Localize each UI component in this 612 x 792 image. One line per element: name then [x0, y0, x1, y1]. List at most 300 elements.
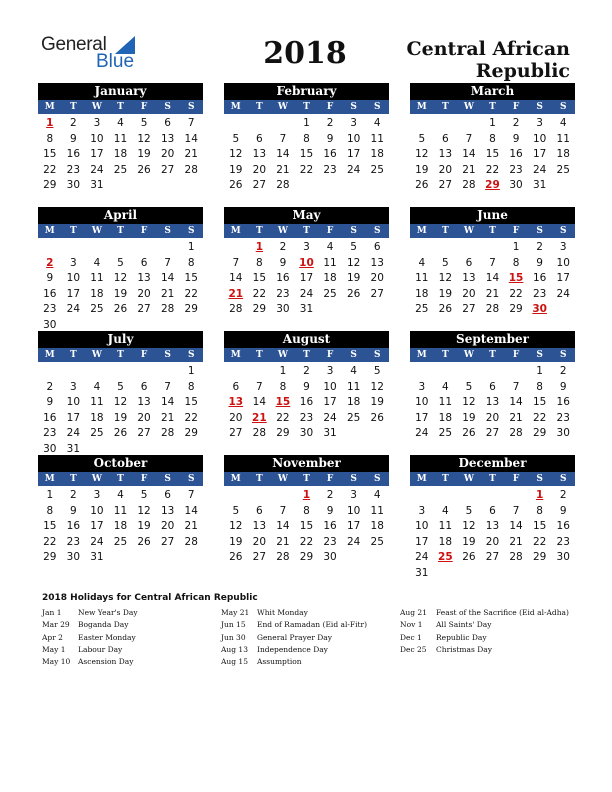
- day-cell: 19: [438, 287, 453, 300]
- empty-cell: [457, 488, 481, 504]
- day-cell: 16: [323, 520, 337, 532]
- day-cell: 2: [70, 117, 77, 129]
- empty-cell: [410, 488, 434, 504]
- month-december: [410, 455, 575, 581]
- empty-cell: [410, 240, 434, 256]
- day-cell: 12: [346, 256, 361, 269]
- day-cell: 10: [323, 380, 337, 393]
- day-cell: 7: [512, 380, 520, 393]
- day-cell: 23: [323, 535, 337, 548]
- day-cell: 5: [232, 132, 240, 145]
- day-grid: [410, 116, 575, 194]
- day-cell: 21: [184, 148, 198, 160]
- empty-cell: [248, 364, 272, 380]
- day-cell: 14: [509, 396, 523, 408]
- day-cell: 13: [462, 272, 476, 284]
- weekday-label: S: [536, 350, 543, 360]
- day-cell: 11: [415, 272, 429, 284]
- day-cell: 22: [184, 287, 198, 300]
- weekday-label: S: [350, 350, 357, 360]
- weekday-label: F: [512, 350, 520, 360]
- day-cell: 13: [252, 520, 267, 532]
- weekday-header: [38, 100, 203, 114]
- day-cell: 21: [485, 287, 500, 300]
- day-cell: 23: [66, 535, 81, 548]
- day-cell: 29: [184, 427, 198, 439]
- day-cell: 22: [299, 163, 314, 176]
- day-cell: 18: [370, 520, 384, 532]
- day-grid: [38, 240, 203, 333]
- day-cell: 7: [489, 256, 496, 269]
- day-cell: 8: [303, 132, 310, 145]
- day-cell: 15: [532, 520, 547, 532]
- day-cell: 10: [346, 504, 361, 517]
- day-cell: 19: [346, 272, 361, 284]
- weekday-label: W: [91, 474, 102, 484]
- day-cell: 2: [326, 117, 334, 129]
- weekday-label: S: [164, 350, 171, 360]
- day-cell: 30: [43, 442, 57, 455]
- day-cell: 28: [276, 179, 290, 191]
- day-cell: 22: [43, 535, 57, 548]
- weekday-label: W: [277, 350, 288, 360]
- empty-cell: [248, 116, 272, 132]
- empty-cell: [156, 364, 180, 380]
- day-cell: 10: [532, 132, 547, 145]
- day-cell: 4: [117, 117, 124, 129]
- day-cell: 12: [137, 132, 151, 145]
- day-cell: 10: [66, 272, 81, 284]
- day-cell: 5: [465, 504, 473, 517]
- day-cell: 16: [66, 148, 81, 160]
- day-cell: 8: [303, 504, 310, 517]
- day-cell: 22: [485, 163, 500, 176]
- day-cell: 4: [373, 117, 381, 129]
- weekday-label: M: [230, 102, 241, 112]
- weekday-label: M: [416, 102, 427, 112]
- day-cell: 5: [140, 489, 148, 501]
- weekday-label: S: [374, 350, 381, 360]
- day-cell: 3: [418, 380, 426, 393]
- day-grid: [410, 364, 575, 442]
- day-cell: 29: [532, 551, 547, 563]
- day-cell: 9: [559, 504, 567, 517]
- day-cell: 23: [276, 287, 290, 300]
- holiday-name: Boganda Day: [78, 620, 129, 630]
- weekday-label: T: [442, 474, 449, 484]
- day-cell: 21: [276, 535, 290, 548]
- weekday-label: S: [164, 102, 171, 112]
- day-cell: 24: [299, 287, 314, 300]
- holiday-name: Assumption: [257, 657, 302, 667]
- weekday-label: S: [350, 474, 357, 484]
- holiday-date: Dec 25: [400, 644, 427, 654]
- weekday-label: M: [230, 350, 241, 360]
- day-cell: 13: [137, 272, 151, 284]
- day-cell: 28: [276, 551, 290, 563]
- empty-cell: [248, 488, 272, 504]
- day-cell: 15: [252, 272, 267, 284]
- day-cell: 1: [187, 365, 195, 377]
- day-cell: 26: [229, 179, 243, 191]
- day-cell: 3: [536, 117, 543, 129]
- day-cell: 15: [299, 148, 314, 160]
- weekday-label: S: [374, 474, 381, 484]
- day-cell: 29: [252, 303, 267, 315]
- day-grid: [224, 116, 389, 194]
- empty-cell: [434, 116, 458, 132]
- day-cell: 12: [415, 148, 429, 160]
- day-cell: 28: [485, 303, 500, 315]
- day-cell: 30: [556, 427, 570, 439]
- empty-cell: [109, 240, 133, 256]
- month-october: [38, 455, 203, 566]
- day-cell: 24: [90, 163, 104, 176]
- weekday-label: T: [489, 226, 496, 236]
- weekday-header: [410, 472, 575, 486]
- holiday-row: [42, 632, 138, 644]
- day-cell: 28: [509, 427, 523, 439]
- weekday-label: S: [560, 226, 567, 236]
- holiday-row: [400, 632, 569, 644]
- day-cell: 17: [415, 535, 429, 548]
- day-cell: 30: [276, 303, 290, 315]
- empty-cell: [62, 364, 86, 380]
- day-cell: 29: [509, 303, 523, 315]
- day-grid: [224, 364, 389, 442]
- day-cell: 9: [46, 272, 54, 284]
- day-cell: 10: [90, 132, 104, 145]
- day-cell: 12: [113, 272, 128, 284]
- weekday-label: F: [512, 226, 520, 236]
- day-cell: 28: [184, 535, 198, 548]
- day-cell: 19: [229, 535, 243, 548]
- day-cell: 23: [556, 535, 570, 548]
- day-cell: 14: [462, 148, 476, 160]
- holiday-name: Ascension Day: [78, 657, 134, 667]
- weekday-label: S: [536, 474, 543, 484]
- day-cell: 29: [43, 179, 57, 191]
- month-name: September: [410, 331, 575, 348]
- day-cell: 1: [187, 241, 195, 253]
- day-cell: 20: [137, 287, 151, 300]
- day-cell: 26: [229, 551, 243, 563]
- weekday-label: F: [140, 102, 148, 112]
- empty-cell: [85, 364, 109, 380]
- weekday-label: M: [44, 226, 55, 236]
- day-cell: 9: [559, 380, 567, 393]
- day-cell: 28: [252, 427, 267, 439]
- weekday-label: F: [326, 226, 334, 236]
- day-cell: 9: [46, 396, 54, 408]
- day-grid: [410, 488, 575, 581]
- day-cell: 19: [113, 411, 128, 424]
- holiday-name: Feast of the Sacrifice (Eid al-Adha): [436, 608, 569, 617]
- day-cell: 20: [160, 148, 175, 160]
- day-cell: 24: [346, 535, 361, 548]
- day-cell: 22: [184, 411, 198, 424]
- day-cell: 10: [415, 396, 429, 408]
- day-cell: 14: [229, 272, 243, 284]
- day-cell: 5: [442, 256, 449, 269]
- day-cell: 14: [276, 148, 290, 160]
- empty-cell: [434, 488, 458, 504]
- empty-cell: [457, 240, 481, 256]
- day-cell: 1: [303, 117, 310, 129]
- day-cell: 8: [256, 256, 263, 269]
- weekday-label: T: [442, 102, 449, 112]
- weekday-label: T: [117, 350, 124, 360]
- day-cell: 2: [559, 365, 567, 377]
- day-cell: 17: [532, 148, 547, 160]
- month-september: [410, 331, 575, 442]
- weekday-label: T: [303, 226, 310, 236]
- day-cell: 22: [532, 411, 547, 424]
- empty-cell: [504, 488, 528, 504]
- empty-cell: [62, 240, 86, 256]
- day-cell: 12: [137, 504, 151, 517]
- holiday-date: Aug 13: [221, 644, 248, 654]
- weekday-label: T: [442, 226, 449, 236]
- weekday-label: S: [188, 102, 195, 112]
- weekday-label: T: [489, 474, 496, 484]
- day-cell: 2: [536, 241, 543, 253]
- weekday-label: T: [117, 226, 124, 236]
- day-cell: 18: [556, 148, 570, 160]
- day-cell: 22: [252, 287, 267, 300]
- day-cell: 17: [299, 272, 314, 284]
- day-cell: 6: [256, 504, 263, 517]
- holiday-name: Easter Monday: [78, 632, 136, 642]
- day-cell: 4: [93, 256, 101, 269]
- day-cell: 14: [252, 396, 267, 408]
- day-cell: 16: [299, 396, 314, 408]
- empty-cell: [85, 240, 109, 256]
- weekday-label: F: [140, 474, 148, 484]
- day-cell: 31: [532, 179, 547, 191]
- day-cell: 3: [350, 117, 357, 129]
- day-cell: 7: [164, 380, 171, 393]
- holiday-day-cell: 13: [228, 396, 244, 408]
- month-name: December: [410, 455, 575, 472]
- day-cell: 4: [93, 380, 101, 393]
- weekday-label: T: [256, 102, 263, 112]
- day-cell: 27: [462, 303, 476, 315]
- weekday-label: W: [463, 226, 474, 236]
- day-cell: 1: [536, 365, 543, 377]
- day-cell: 27: [229, 427, 243, 439]
- holiday-date: Jun 15: [221, 620, 246, 630]
- day-cell: 18: [438, 535, 453, 548]
- country-title: Central African Republic: [406, 38, 570, 82]
- empty-cell: [38, 364, 62, 380]
- day-cell: 6: [373, 241, 381, 253]
- month-november: [224, 455, 389, 566]
- holiday-row: [400, 644, 569, 656]
- holiday-name: New Year's Day: [78, 608, 138, 617]
- day-cell: 25: [90, 427, 104, 439]
- day-cell: 30: [509, 179, 523, 191]
- day-cell: 29: [184, 303, 198, 315]
- day-cell: 7: [256, 380, 263, 393]
- weekday-label: F: [326, 474, 334, 484]
- weekday-label: F: [140, 350, 148, 360]
- day-cell: 24: [90, 535, 104, 548]
- weekday-label: M: [44, 350, 55, 360]
- day-cell: 27: [370, 287, 384, 300]
- weekday-label: S: [188, 474, 195, 484]
- day-cell: 20: [462, 287, 476, 300]
- day-cell: 23: [43, 427, 57, 439]
- day-cell: 5: [465, 380, 473, 393]
- weekday-header: [224, 100, 389, 114]
- weekday-label: S: [188, 350, 195, 360]
- generalblue-logo: [41, 34, 141, 74]
- weekday-header: [38, 472, 203, 486]
- day-cell: 16: [509, 148, 523, 160]
- empty-cell: [224, 116, 248, 132]
- day-cell: 15: [532, 396, 547, 408]
- day-cell: 19: [113, 287, 128, 300]
- day-cell: 18: [323, 272, 337, 284]
- day-cell: 25: [113, 163, 128, 176]
- day-cell: 27: [485, 427, 500, 439]
- day-cell: 11: [556, 132, 570, 145]
- day-cell: 9: [512, 132, 520, 145]
- empty-cell: [434, 240, 458, 256]
- holiday-name: Republic Day: [436, 632, 487, 642]
- weekday-label: F: [140, 226, 148, 236]
- weekday-label: S: [164, 474, 171, 484]
- day-cell: 1: [46, 489, 54, 501]
- weekday-label: S: [350, 102, 357, 112]
- month-name: August: [224, 331, 389, 348]
- weekday-label: T: [442, 350, 449, 360]
- weekday-label: T: [70, 350, 77, 360]
- day-cell: 25: [113, 535, 128, 548]
- empty-cell: [434, 364, 458, 380]
- day-cell: 11: [346, 380, 361, 393]
- empty-cell: [504, 364, 528, 380]
- day-cell: 3: [303, 241, 310, 253]
- weekday-label: W: [277, 474, 288, 484]
- empty-cell: [481, 364, 505, 380]
- holiday-name: Labour Day: [78, 644, 123, 654]
- day-cell: 20: [485, 411, 500, 424]
- weekday-header: [410, 348, 575, 362]
- day-cell: 7: [232, 256, 240, 269]
- day-cell: 8: [536, 380, 543, 393]
- month-august: [224, 331, 389, 442]
- day-cell: 4: [373, 489, 381, 501]
- day-cell: 26: [438, 303, 453, 315]
- holiday-column: [400, 607, 569, 656]
- day-cell: 2: [512, 117, 520, 129]
- day-cell: 25: [556, 163, 570, 176]
- day-grid: [38, 364, 203, 457]
- day-cell: 8: [187, 380, 195, 393]
- day-cell: 1: [512, 241, 520, 253]
- day-cell: 9: [326, 504, 334, 517]
- day-cell: 4: [117, 489, 124, 501]
- weekday-label: S: [536, 102, 543, 112]
- day-cell: 12: [462, 396, 476, 408]
- holiday-name: General Prayer Day: [257, 632, 333, 642]
- day-grid: [224, 488, 389, 566]
- day-cell: 12: [229, 520, 243, 532]
- day-cell: 24: [415, 551, 429, 563]
- day-cell: 21: [160, 411, 175, 424]
- weekday-header: [224, 472, 389, 486]
- day-cell: 2: [46, 380, 54, 393]
- day-cell: 2: [70, 489, 77, 501]
- holidays-title: 2018 Holidays for Central African Republic: [42, 593, 258, 603]
- empty-cell: [481, 488, 505, 504]
- weekday-label: S: [560, 474, 567, 484]
- day-cell: 7: [164, 256, 171, 269]
- month-name: May: [224, 207, 389, 224]
- day-cell: 10: [556, 256, 570, 269]
- day-cell: 7: [512, 504, 520, 517]
- day-cell: 11: [113, 132, 128, 145]
- day-cell: 19: [415, 163, 429, 176]
- weekday-label: S: [350, 226, 357, 236]
- weekday-label: F: [512, 102, 520, 112]
- day-cell: 7: [279, 504, 287, 517]
- holiday-date: Jun 30: [221, 632, 246, 642]
- day-cell: 6: [232, 380, 240, 393]
- day-cell: 26: [346, 287, 361, 300]
- holiday-date: Aug 15: [221, 657, 248, 667]
- weekday-label: T: [303, 474, 310, 484]
- day-cell: 16: [43, 411, 57, 424]
- day-cell: 3: [93, 117, 101, 129]
- day-cell: 30: [43, 318, 57, 331]
- weekday-label: T: [489, 350, 496, 360]
- day-cell: 10: [346, 132, 361, 145]
- month-february: [224, 83, 389, 194]
- day-cell: 10: [66, 396, 81, 408]
- day-cell: 25: [323, 287, 337, 300]
- month-april: [38, 207, 203, 333]
- day-cell: 27: [137, 303, 151, 315]
- day-grid: [224, 240, 389, 318]
- day-grid: [410, 240, 575, 318]
- day-cell: 28: [160, 303, 175, 315]
- weekday-label: M: [44, 102, 55, 112]
- weekday-label: S: [374, 226, 381, 236]
- empty-cell: [271, 116, 295, 132]
- day-cell: 31: [299, 303, 314, 315]
- day-cell: 4: [442, 504, 449, 517]
- day-cell: 16: [556, 396, 570, 408]
- day-cell: 6: [164, 117, 171, 129]
- weekday-label: M: [44, 474, 55, 484]
- day-cell: 27: [252, 179, 267, 191]
- day-cell: 12: [438, 272, 453, 284]
- logo-text-general: General: [41, 34, 107, 55]
- month-name: November: [224, 455, 389, 472]
- day-cell: 26: [415, 179, 429, 191]
- day-cell: 11: [370, 504, 384, 517]
- empty-cell: [132, 240, 156, 256]
- holiday-date: Jan 1: [42, 608, 62, 617]
- day-cell: 16: [323, 148, 337, 160]
- weekday-label: W: [277, 226, 288, 236]
- day-cell: 2: [303, 365, 310, 377]
- day-cell: 3: [350, 489, 357, 501]
- weekday-label: T: [70, 102, 77, 112]
